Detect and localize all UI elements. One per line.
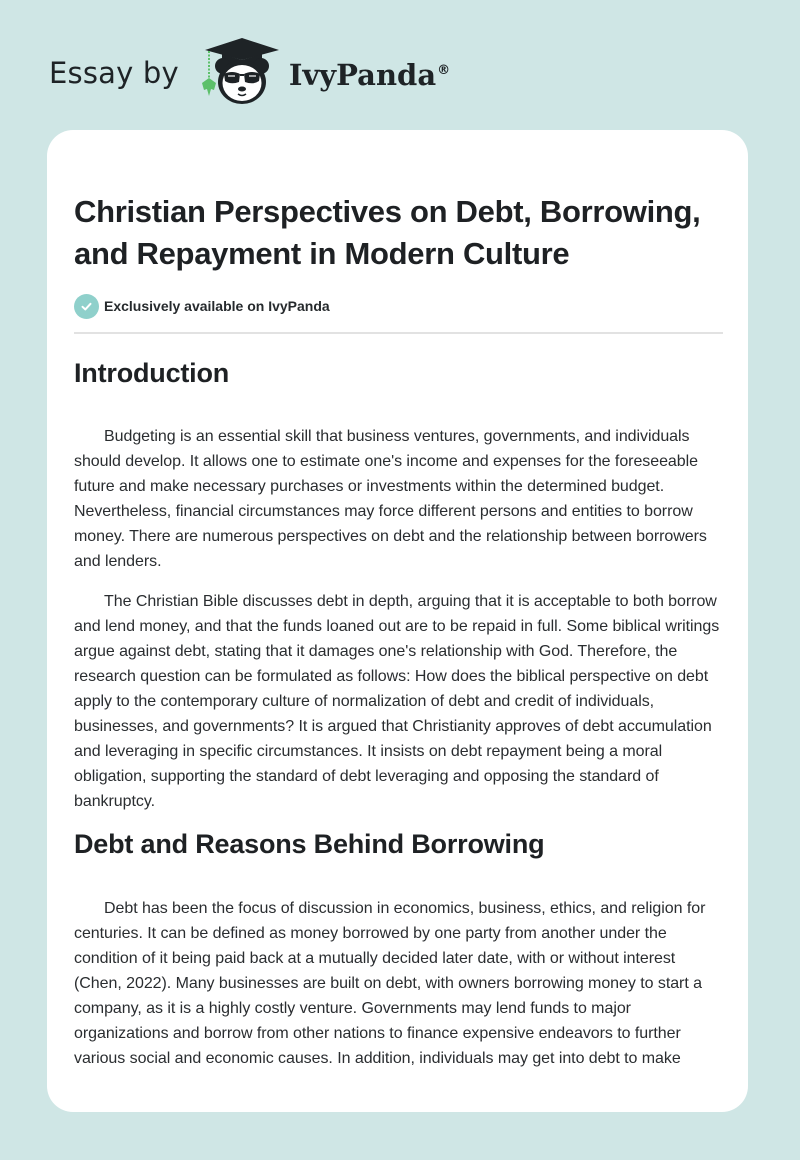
essay-title: Christian Perspectives on Debt, Borrowing, and Repayment in Modern Culture	[74, 194, 701, 271]
paragraph: Debt has been the focus of discussion in economics, business, ethics, and religion for centuries. It can be defined as money borrowed by one party from another under the condition of it being paid back at a mutually decided later date, with or without interest (Chen, 2022). Many businesses are built on debt, with owners borrowing money to start a company, as it is a highly costly venture. Governments may lend funds to major organizations and borrow from other nations to finance expensive endeavors to further various social and economic causes. In addition, individuals may get into debt to make	[74, 900, 706, 1067]
paragraph: Budgeting is an essential skill that business ventures, governments, and individuals should develop. It allows one to estimate one's income and expenses for the foreseeable future and make necessary purchases or investments within the determined budget. Nevertheless, financial circumstances may force different persons and entities to borrow money. There are numerous perspectives on debt and the relationship between borrowers and lenders.	[74, 428, 707, 570]
divider	[74, 332, 723, 334]
paragraph: The Christian Bible discusses debt in depth, arguing that it is acceptable to both borrow and lend money, and that the funds loaned out are to be repaid in full. Some biblical writings argue against debt, stating that it damages one's relationship with God. Therefore, the research question can be formulated as follows: How does the biblical perspective on debt apply to the contemporary culture of normalization of debt and credit of individuals, businesses, and governments? It is argued that Christianity approves of debt accumulation and leveraging in specific circumstances. It insists on debt repayment being a moral obligation, supporting the standard of debt leveraging and opposing the standard of bankruptcy.	[74, 593, 720, 810]
brand-name[interactable]: IvyPanda®	[288, 58, 451, 92]
section-heading-debt-reasons: Debt and Reasons Behind Borrowing	[74, 829, 545, 859]
brand-prefix: Essay by	[49, 56, 179, 90]
exclusive-badge-text: Exclusively available on IvyPanda	[104, 298, 330, 314]
brand-header	[49, 36, 450, 108]
exclusive-badge	[74, 293, 722, 319]
panda-graduate-icon[interactable]	[197, 36, 283, 108]
check-circle-icon	[74, 294, 99, 319]
section-heading-introduction: Introduction	[74, 358, 230, 388]
essay-card	[47, 130, 748, 1112]
registered-mark: ®	[437, 63, 451, 79]
